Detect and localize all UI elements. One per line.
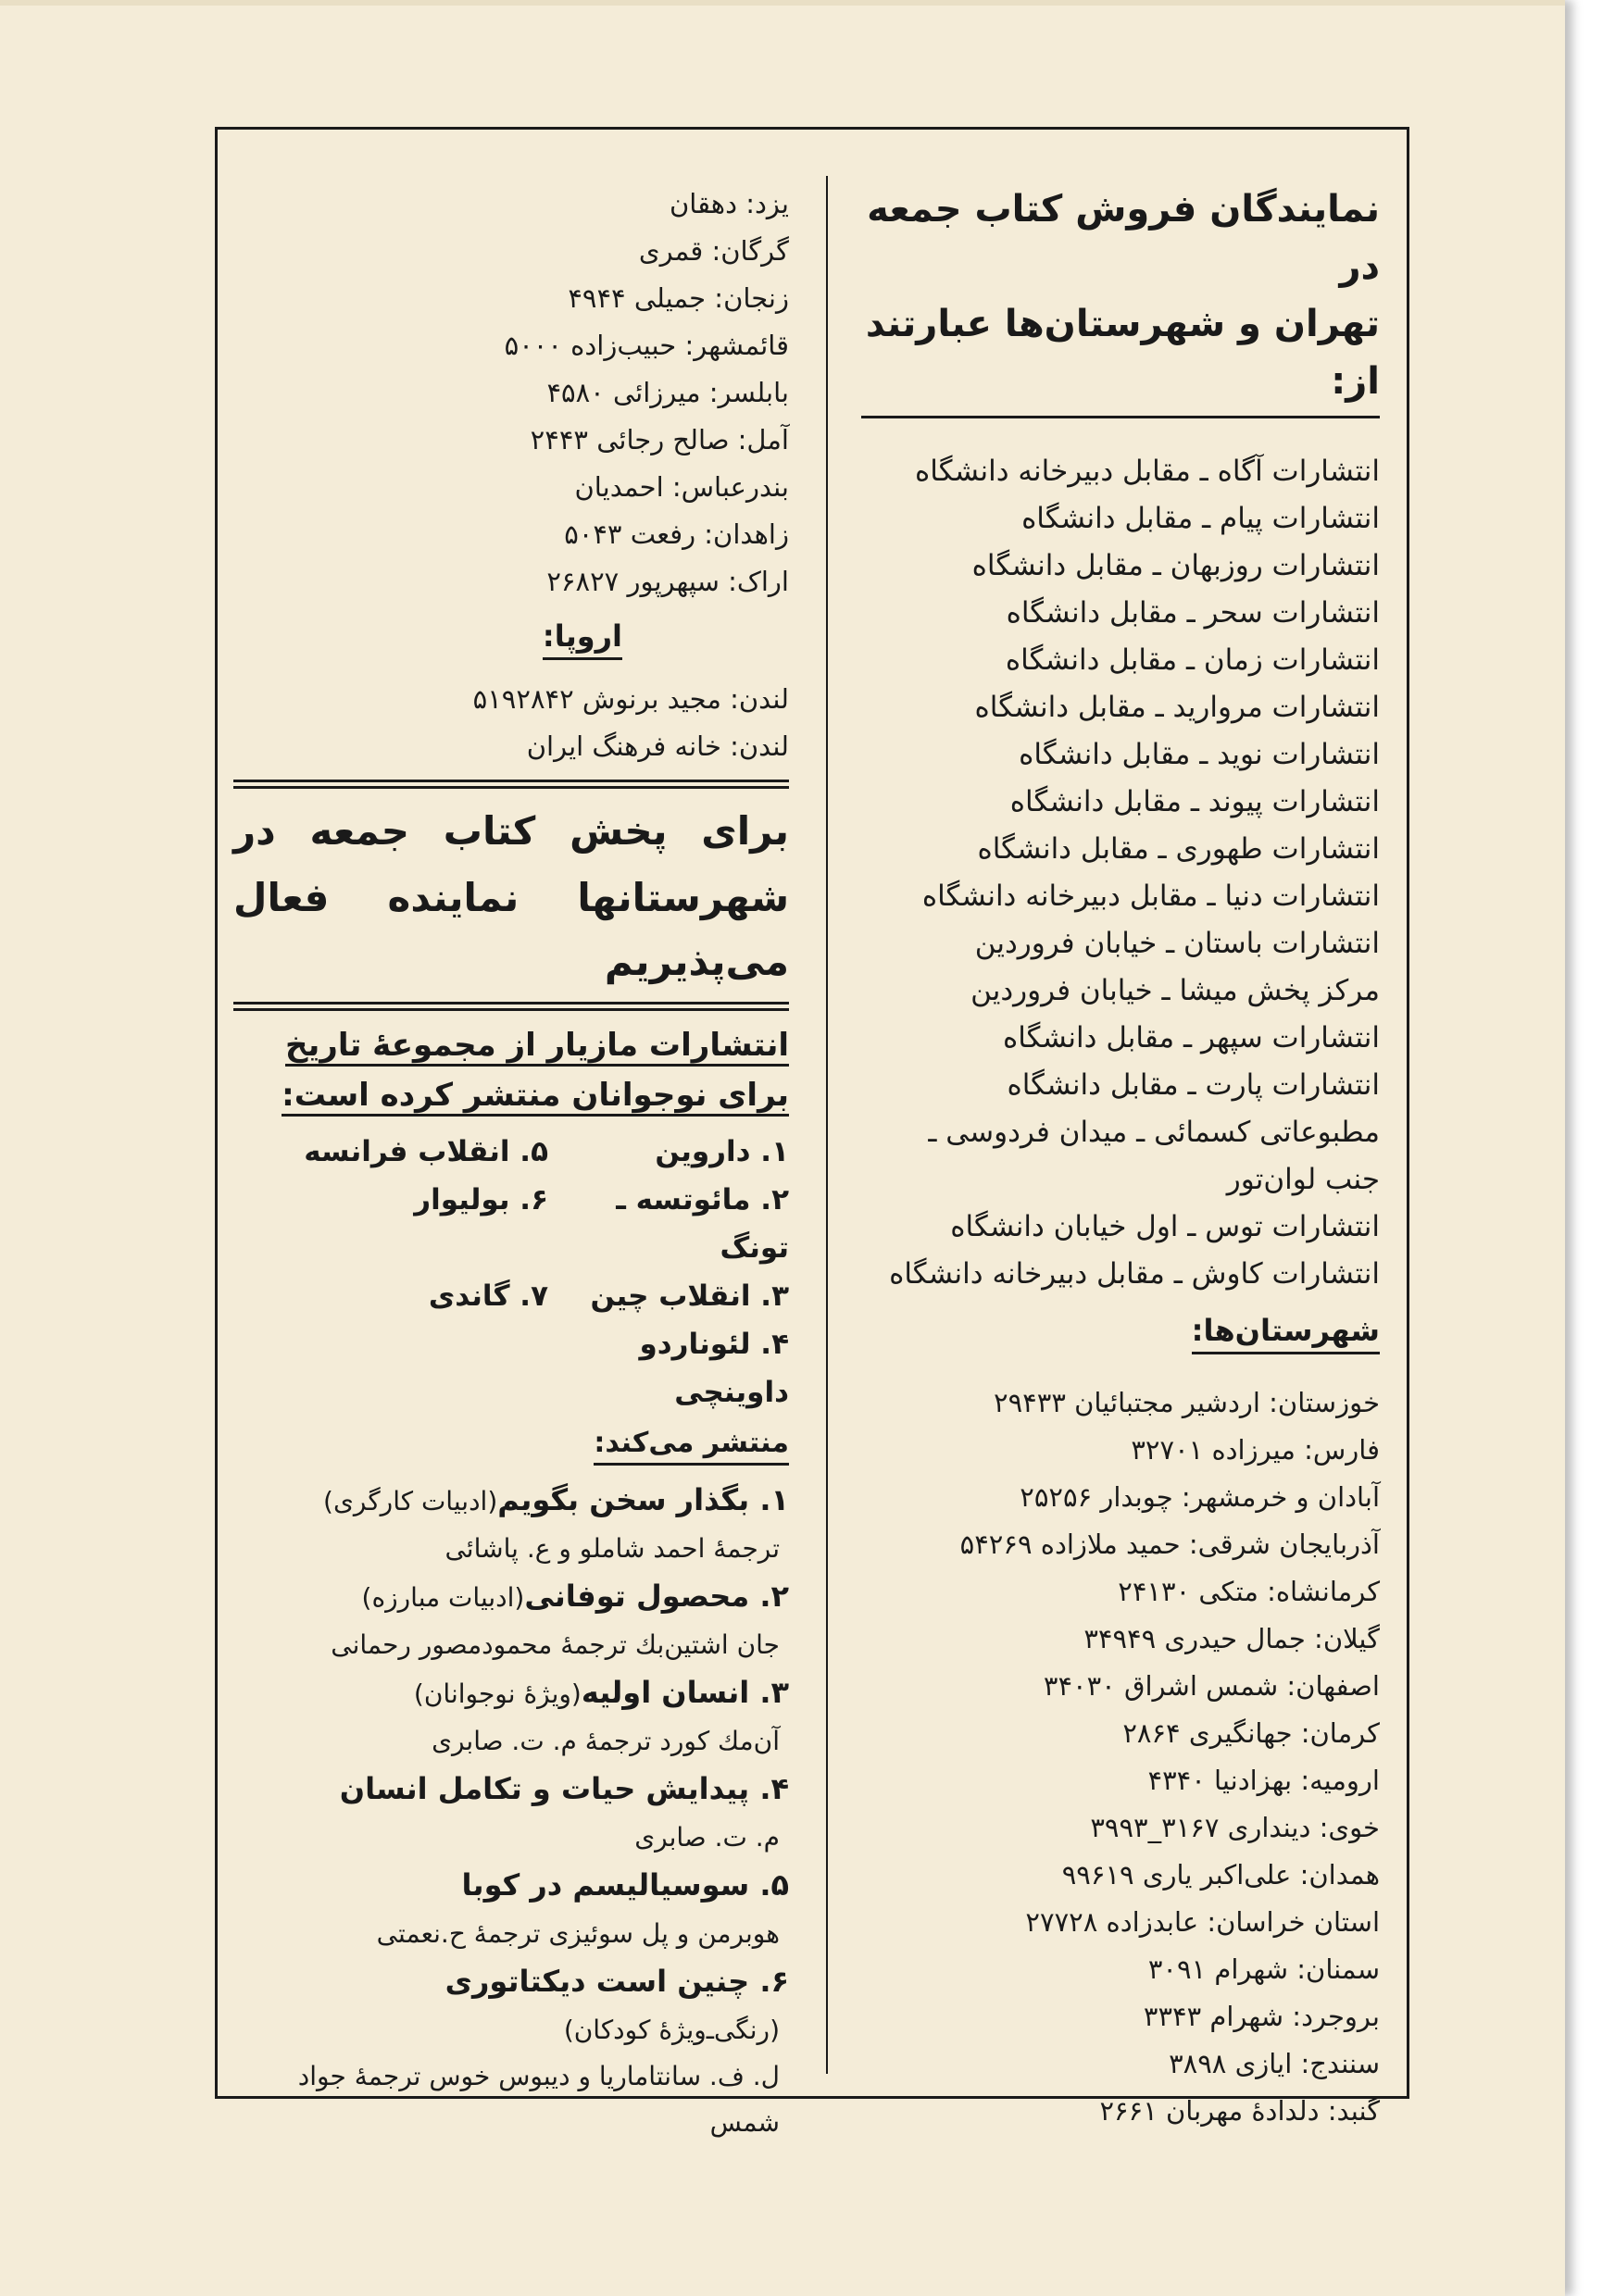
list-item: سمنان: شهرام ۳۰۹۱ xyxy=(1147,1953,1380,1985)
list-item: بندرعباس: احمدیان xyxy=(574,471,789,503)
list-item: انتشارات طهوری ـ مقابل دانشگاه xyxy=(977,832,1380,866)
list-item: انتشارات دنیا ـ مقابل دبیرخانه دانشگاه xyxy=(921,880,1380,913)
sellers-heading-line2: تهران و شهرستان‌ها عبارتند از: xyxy=(861,295,1380,418)
list-item: انتشارات سحر ـ مقابل دانشگاه xyxy=(1006,596,1380,630)
book-credit: هوبرمن و پل سوئیزی ترجمهٔ ح.نعمتی xyxy=(376,1918,780,1949)
book-item xyxy=(233,1861,789,1911)
column-divider xyxy=(826,176,828,2074)
list-item: یزد: دهقان xyxy=(670,188,789,219)
paper-edge xyxy=(0,0,1565,6)
list-item: بابلسر: میرزائی ۴۵۸۰ xyxy=(546,377,789,408)
list-item: انتشارات مروارید ـ مقابل دانشگاه xyxy=(974,691,1380,724)
book-credit: (رنگی‌ـ‌ویژهٔ کودکان) xyxy=(563,2015,780,2045)
list-item: مطبوعاتی کسمائی ـ میدان فردوسی ـ xyxy=(928,1116,1380,1149)
book-item xyxy=(233,1765,789,1815)
list-item: زنجان: جمیلی ۴۹۴۴ xyxy=(568,282,789,314)
list-item: انتشارات آگاه ـ مقابل دبیرخانه دانشگاه xyxy=(915,455,1380,488)
list-item: انتشارات توس ـ اول خیابان دانشگاه xyxy=(950,1210,1380,1243)
book-note: (ویژهٔ نوجوانان) xyxy=(413,1678,582,1709)
list-item: ۶. بولیوار xyxy=(414,1183,548,1217)
publishing-heading-text: منتشر می‌کند: xyxy=(594,1427,789,1466)
book-title: ۶. چنین است دیکتاتوری xyxy=(444,1964,789,1999)
list-item: گیلان: جمال حیدری ۳۴۹۴۹ xyxy=(1083,1623,1380,1654)
list-item: ۲. مائوتسه ـ تونگ xyxy=(616,1183,789,1265)
list-item: فارس: میرزاده ۳۲۷۰۱ xyxy=(1131,1434,1380,1466)
left-column xyxy=(233,181,789,2146)
book-title: ۳. انسان اولیه xyxy=(581,1675,789,1710)
list-item: انتشارات کاوش ـ مقابل دبیرخانه دانشگاه xyxy=(889,1257,1380,1291)
promo-line1: برای پخش کتاب جمعه در xyxy=(233,808,789,854)
double-rule xyxy=(233,1002,789,1011)
book-credit: ترجمهٔ احمد شاملو و ع. پاشائی xyxy=(444,1533,780,1564)
book-note: (ادبیات کارگری) xyxy=(323,1486,498,1516)
list-item: انتشارات پیام ـ مقابل دانشگاه xyxy=(1021,502,1380,535)
publisher-line1: انتشارات مازیار از مجموعهٔ تاریخ xyxy=(285,1027,789,1067)
book-item xyxy=(233,1572,789,1622)
cities-heading-text: شهرستان‌ها: xyxy=(1192,1313,1380,1354)
list-item: انتشارات روزبهان ـ مقابل دانشگاه xyxy=(971,549,1380,582)
list-item: گرگان: قمری xyxy=(638,235,789,267)
book-note: (ادبیات مبارزه) xyxy=(361,1582,525,1613)
list-item: انتشارات نوید ـ مقابل دانشگاه xyxy=(1019,738,1380,771)
book-credit: جان اشتین‌بك ترجمهٔ محمودمصور رحمانی xyxy=(331,1629,780,1660)
publisher-heading-2 xyxy=(233,1070,789,1120)
book-credit: م. ت. صابری xyxy=(634,1822,780,1853)
list-item: کرمان: جهانگیری ۲۸۶۴ xyxy=(1122,1717,1380,1749)
right-column xyxy=(843,181,1380,2135)
sellers-heading-line1: نمایندگان فروش کتاب جمعه در xyxy=(867,188,1380,288)
book-item xyxy=(233,1476,789,1526)
list-item: خوی: دینداری ۳۱۶۷_۳۹۹۳ xyxy=(1090,1812,1380,1843)
book-credit: ل. ف. سانتاماریا و دیبوس خوس ترجمهٔ جواد xyxy=(297,2061,780,2091)
list-item: لندن: مجید برنوش ۵۱۹۲۸۴۲ xyxy=(472,683,789,715)
list-item: انتشارات سپهر ـ مقابل دانشگاه xyxy=(1002,1021,1380,1054)
city-sellers-continued xyxy=(233,181,789,605)
books-list xyxy=(233,1476,789,2146)
double-rule xyxy=(233,780,789,789)
cities-heading xyxy=(843,1305,1380,1355)
list-item: انتشارات باستان ـ خیابان فروردین xyxy=(974,927,1380,960)
europe-heading xyxy=(233,611,789,661)
list-item: همدان: علی‌اکبر یاری ۹۹۶۱۹ xyxy=(1061,1859,1380,1890)
tehran-sellers-list xyxy=(843,448,1380,1298)
list-item: لندن: خانه فرهنگ ایران xyxy=(526,730,789,762)
list-item: آمل: صالح رجائی ۲۴۴۳ xyxy=(530,424,789,455)
list-item: اراک: سپهرپور ۲۶۸۲۷ xyxy=(546,566,789,597)
book-title: ۴. پیدایش حیات و تکامل انسان xyxy=(339,1771,789,1806)
list-item: انتشارات زمان ـ مقابل دانشگاه xyxy=(1005,643,1380,677)
book-credit: آن‌مك کورد ترجمهٔ م. ت. صابری xyxy=(432,1726,780,1756)
list-item: بروجرد: شهرام ۳۳۴۳ xyxy=(1143,2001,1380,2032)
list-item: ارومیه: بهزادنیا ۴۳۴۰ xyxy=(1147,1765,1380,1796)
list-item: سنندج: ایازی ۳۸۹۸ xyxy=(1169,2048,1380,2079)
publisher-line2: برای نوجوانان منتشر کرده است: xyxy=(282,1077,789,1117)
list-item: قائمشهر: حبیب‌زاده ۵۰۰۰ xyxy=(504,330,789,361)
list-item: مرکز پخش میشا ـ خیابان فروردین xyxy=(970,974,1380,1007)
list-item: انتشارات پیوند ـ مقابل دانشگاه xyxy=(1009,785,1380,818)
book-item xyxy=(233,1957,789,2007)
city-sellers-list xyxy=(843,1379,1380,2135)
list-item: ۷. گاندی xyxy=(428,1279,548,1313)
list-item: ۵. انقلاب فرانسه xyxy=(304,1135,548,1168)
list-item: آبادان و خرمشهر: چوبدار ۲۵۲۵۶ xyxy=(1020,1481,1380,1513)
list-item xyxy=(252,1320,548,1416)
list-item: آذربایجان شرقی: حمید ملازاده ۵۴۲۶۹ xyxy=(959,1529,1380,1560)
list-item: زاهدان: رفعت ۵۰۴۳ xyxy=(564,518,789,550)
publishing-heading xyxy=(233,1418,789,1468)
promo-line3: می‌پذیریم xyxy=(604,939,789,984)
list-item: جنب لوان‌تور xyxy=(1226,1163,1380,1196)
list-item: گنبد: دلدادهٔ مهربان ۲۶۶۱ xyxy=(1099,2095,1380,2127)
book-title: ۲. محصول توفانی xyxy=(524,1578,789,1614)
book-title: ۵. سوسیالیسم در کوبا xyxy=(461,1867,789,1903)
publisher-heading xyxy=(233,1020,789,1070)
book-credit: شمس xyxy=(709,2107,780,2138)
book-title: ۱. بگذار سخن بگویم xyxy=(497,1482,789,1517)
list-item: کرمانشاه: متکی ۲۴۱۳۰ xyxy=(1118,1576,1380,1607)
book-item xyxy=(233,1668,789,1718)
list-item: ۱. داروین xyxy=(655,1135,789,1168)
list-item: خوزستان: اردشیر مجتبائیان ۲۹۴۳۳ xyxy=(994,1387,1380,1418)
list-item: اصفهان: شمس اشراق ۳۴۰۳۰ xyxy=(1043,1670,1380,1702)
list-item: ۳. انقلاب چین xyxy=(590,1279,789,1313)
europe-heading-text: اروپا: xyxy=(543,618,622,660)
list-item: انتشارات پارت ـ مقابل دانشگاه xyxy=(1007,1068,1380,1102)
list-item: استان خراسان: عابدزاده ۲۷۷۲۸ xyxy=(1025,1906,1380,1938)
promo-line2: شهرستانها نماینده فعال xyxy=(233,875,789,920)
history-books-grid xyxy=(233,1128,789,1416)
list-item: ۴. لئوناردو داوینچی xyxy=(639,1328,789,1409)
